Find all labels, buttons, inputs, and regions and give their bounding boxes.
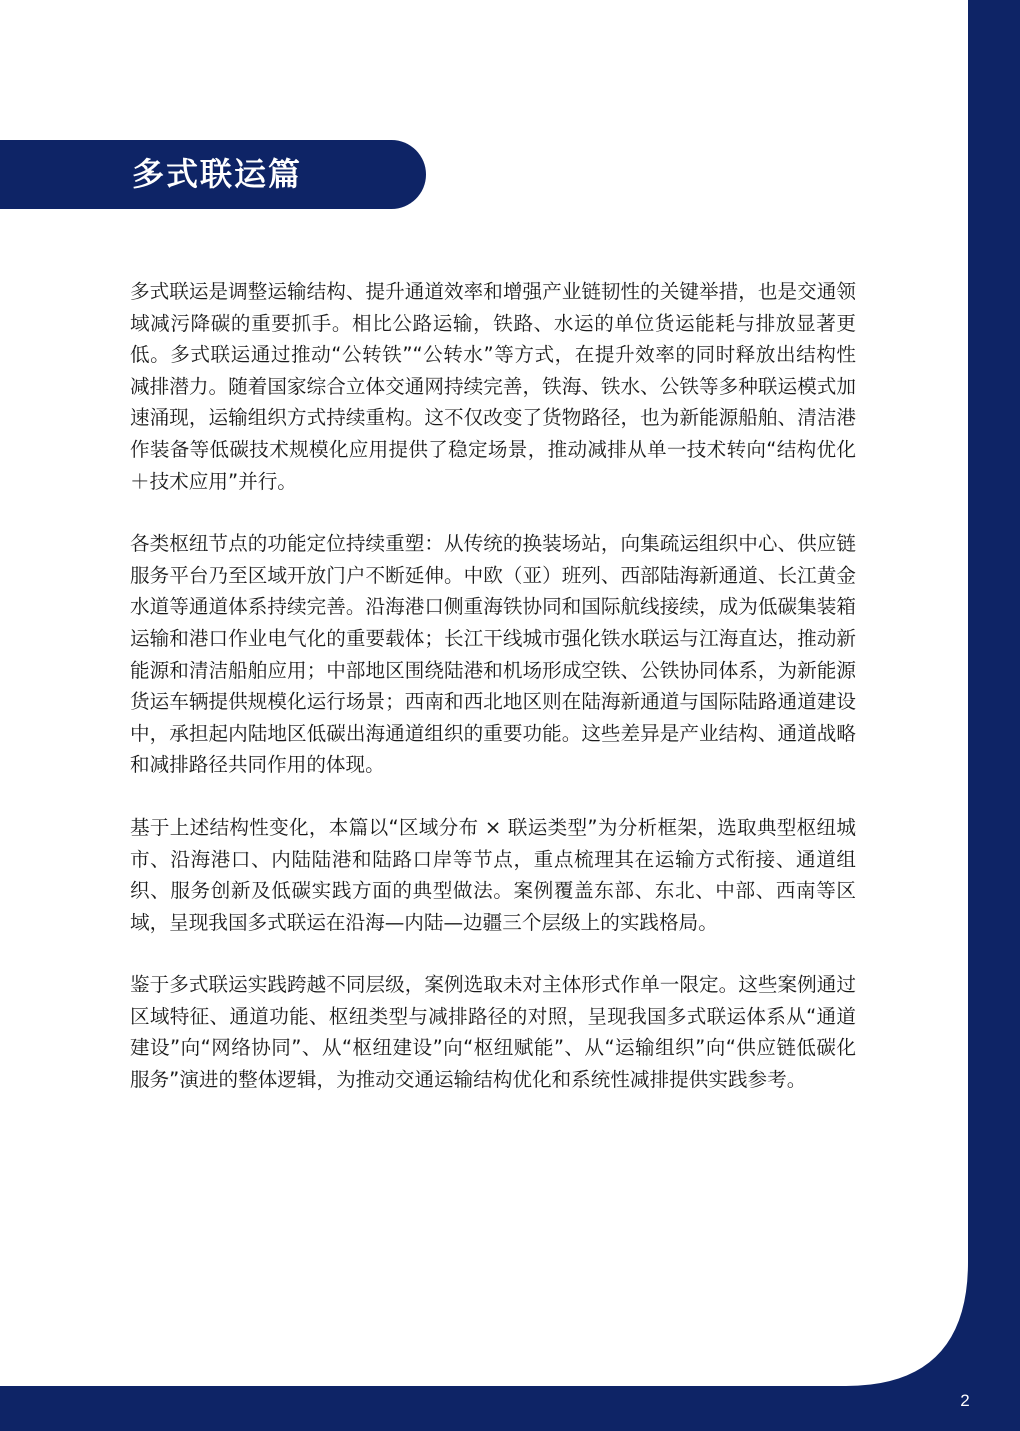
page-number: 2 bbox=[960, 1391, 970, 1410]
paragraph-hub-functions: 各类枢纽节点的功能定位持续重塑：从传统的换装场站，向集疏运组织中心、供应链服务平台乃至区域开放门户不断延伸。中欧（亚）班列、西部陆海新通道、长江黄金水道等通道体系持续完善。沿海港口侧重海铁协同和国际航线接续，成为低碳集装箱运输和港口作业电气化的重要载体；长江干线城市强化铁水联运与江海直达，推动新能源和清洁船舶应用；中部地区围绕陆港和机场形成空铁、公铁协同体系，为新能源货运车辆提供规模化运行场景；西南和西北地区则在陆海新通道与国际陆路通道建设中，承担起内陆地区低碳出海通道组织的重要功能。这些差异是产业结构、通道战略和减排路径共同作用的体现。 bbox=[130, 532, 856, 777]
bottom-decorative-band bbox=[0, 1386, 1020, 1431]
paragraph-intro: 多式联运是调整运输结构、提升通道效率和增强产业链韧性的关键举措，也是交通领域减污降碳的重要抓手。相比公路运输，铁路、水运的单位货运能耗与排放显著更低。多式联运通过推动“公转铁”“公转水”等方式，在提升效率的同时释放出结构性减排潜力。随着国家综合立体交通网持续完善，铁海、铁水、公铁等多种联运模式加速涌现，运输组织方式持续重构。这不仅改变了货物路径，也为新能源船舶、清洁港作装备等低碳技术规模化应用提供了稳定场景，推动减排从单一技术转向“结构优化＋技术应用”并行。 bbox=[130, 280, 856, 493]
body-content bbox=[130, 276, 856, 1127]
section-title: 多式联运篇 bbox=[132, 155, 303, 193]
corner-curve-shape bbox=[846, 1262, 968, 1386]
paragraph-analysis-framework: 基于上述结构性变化，本篇以“区域分布 × 联运类型”为分析框架，选取典型枢纽城市、沿海港口、内陆陆港和陆路口岸等节点，重点梳理其在运输方式衔接、通道组织、服务创新及低碳实践方面的典型做法。案例覆盖东部、东北、中部、西南等区域，呈现我国多式联运在沿海—内陆—边疆三个层级上的实践格局。 bbox=[130, 815, 856, 934]
right-decorative-band bbox=[968, 0, 1020, 1431]
section-title-banner bbox=[0, 140, 426, 209]
paragraph-case-selection: 鉴于多式联运实践跨越不同层级，案例选取未对主体形式作单一限定。这些案例通过区域特征、通道功能、枢纽类型与减排路径的对照，呈现我国多式联运体系从“通道建设”向“网络协同”、从“枢纽建设”向“枢纽赋能”、从“运输组织”向“供应链低碳化服务”演进的整体逻辑，为推动交通运输结构优化和系统性减排提供实践参考。 bbox=[130, 973, 856, 1092]
